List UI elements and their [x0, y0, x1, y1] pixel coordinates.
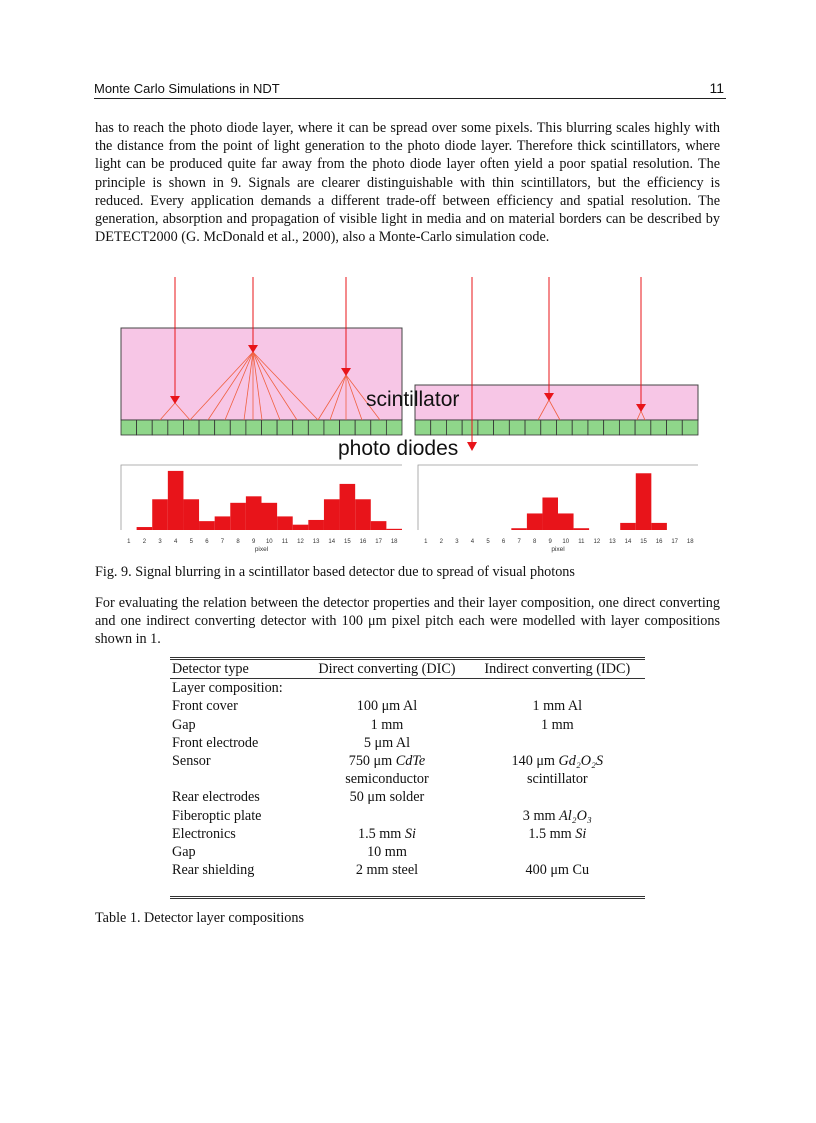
dic-cell	[304, 679, 469, 698]
x-tick-label: 9	[548, 539, 552, 545]
row-label	[170, 788, 304, 806]
histogram-bar	[152, 499, 168, 530]
dic-cell	[304, 697, 469, 715]
histogram-bar	[137, 527, 153, 530]
scintillator-label: scintillator	[366, 388, 460, 411]
x-tick-label: 1	[127, 539, 131, 545]
photo-diode-pixel	[355, 420, 371, 435]
x-tick-label: 6	[501, 539, 506, 545]
table-row	[170, 734, 645, 752]
x-tick-label: 5	[189, 539, 193, 545]
idc-cell	[470, 679, 645, 698]
idc-cell	[470, 770, 645, 788]
x-tick-label: 18	[686, 539, 694, 545]
running-header	[94, 80, 726, 99]
cell-text: 5 μm Al	[363, 734, 411, 751]
histogram-bar	[574, 528, 590, 530]
cell-text: Gap	[172, 843, 196, 860]
photo-diode-pixel	[588, 420, 604, 435]
x-tick-label: 5	[486, 539, 490, 545]
photo-diode-pixel	[541, 420, 557, 435]
x-tick-label: 7	[517, 539, 521, 545]
cell-text: Front cover	[172, 698, 238, 715]
cell-text: 1 mm	[370, 716, 404, 733]
table-row	[170, 679, 645, 698]
cell-text: Front electrode	[172, 734, 259, 751]
row-label	[170, 679, 304, 698]
cell-text: Gd₂O₂S	[558, 753, 604, 770]
photo-diode-pixel	[199, 420, 215, 435]
cell-text: CdTe	[395, 753, 426, 770]
x-tick-label: 12	[593, 539, 601, 545]
page-number: 11	[709, 80, 724, 96]
idc-cell	[470, 752, 645, 770]
idc-cell	[470, 697, 645, 715]
cell-text: Fiberoptic plate	[172, 807, 262, 824]
x-tick-label: 17	[375, 539, 382, 545]
x-tick-label: 11	[281, 539, 289, 545]
row-label	[170, 734, 304, 752]
photo-diode-pixel	[246, 420, 262, 435]
histogram-bar	[527, 513, 543, 530]
x-tick-label: 8	[532, 539, 537, 545]
x-tick-label: 13	[609, 539, 616, 545]
photo-diode-pixel	[121, 420, 137, 435]
x-tick-label: 3	[455, 539, 459, 545]
table-caption: Table 1. Detector layer compositions	[95, 910, 304, 926]
x-tick-label: 10	[265, 539, 273, 545]
photo-diode-pixel	[230, 420, 246, 435]
x-tick-label: 13	[312, 539, 320, 545]
cell-text: Rear shielding	[172, 862, 255, 879]
body-paragraph-1: has to reach the photo diode layer, where it can be spread over some pixels. This blurring scales highly with the distance from the point of light generation to the photo diode layer. Therefore thick scintillators, where light can be produced quite far away from the photo diode layer often yield a poor spatial resolution. The principle is shown in 9. Signals are clearer distinguishable with thin scintillators, but the efficiency is reduced. Every application demands a different trade-off between efficiency and spatial resolution. The generation, absorption and propagation of visible light in media and on material borders can be described by DETECT2000 (G. McDonald et al., 2000), also a Monte-Carlo simulation code.	[95, 120, 720, 246]
photo-diode-pixel	[137, 420, 153, 435]
cell-text: Layer composition:	[172, 680, 283, 697]
table-row	[170, 843, 645, 861]
cell-text: 1.5 mm	[528, 825, 576, 842]
cell-text: 100 μm Al	[356, 698, 418, 715]
histogram-bar	[230, 503, 246, 530]
cell-text: Rear electrodes	[172, 789, 260, 806]
x-tick-label: 3	[158, 539, 162, 545]
header-detector-type: Detector type	[172, 661, 249, 678]
histogram-bar	[620, 523, 636, 530]
dic-cell	[304, 716, 469, 734]
x-tick-label: 18	[390, 539, 398, 545]
row-label	[170, 825, 304, 843]
dic-cell	[304, 825, 469, 843]
cell-text: 10 mm	[367, 843, 407, 860]
photo-diode-pixel	[667, 420, 683, 435]
photodiodes-label: photo diodes	[338, 437, 459, 460]
cell-text: 1 mm Al	[532, 698, 583, 715]
table-bottom-rule	[170, 896, 645, 899]
figure-9	[90, 270, 710, 560]
dic-cell	[304, 752, 469, 770]
table-row	[170, 788, 645, 806]
photo-diode-pixel	[168, 420, 184, 435]
table-row	[170, 752, 645, 770]
x-tick-label: 10	[562, 539, 570, 545]
photo-diode-pixel	[386, 420, 402, 435]
photo-diode-pixel	[262, 420, 278, 435]
histogram-bar	[199, 521, 215, 530]
x-tick-label: 8	[236, 539, 240, 545]
photo-diode-pixel	[215, 420, 231, 435]
cell-text: 750 μm	[348, 753, 396, 770]
idc-cell	[470, 825, 645, 843]
idc-cell	[470, 788, 645, 806]
cell-text: Sensor	[172, 753, 211, 770]
photo-diode-pixel	[682, 420, 698, 435]
row-label	[170, 843, 304, 861]
photo-diode-pixel	[619, 420, 635, 435]
cell-text: semiconductor	[345, 771, 429, 788]
histogram-bar	[636, 473, 652, 530]
cell-text: Al₂O₃	[559, 807, 592, 824]
running-title: Monte Carlo Simulations in NDT	[94, 81, 280, 96]
table-header-row	[170, 659, 645, 679]
row-label	[170, 716, 304, 734]
photo-diode-pixel	[324, 420, 340, 435]
x-axis-label: pixel	[254, 546, 269, 553]
x-tick-label: 14	[328, 539, 336, 545]
histogram-bar	[293, 525, 309, 530]
idc-cell	[470, 843, 645, 861]
dic-cell	[304, 770, 469, 788]
x-tick-label: 11	[578, 539, 585, 545]
histogram-bar	[277, 516, 293, 530]
cell-text: 1.5 mm	[357, 825, 405, 842]
dic-cell	[304, 807, 469, 825]
photo-diode-pixel	[494, 420, 510, 435]
histogram-bar	[308, 520, 324, 530]
photo-diode-pixel	[635, 420, 651, 435]
x-tick-label: 1	[424, 539, 428, 545]
histogram-bar	[651, 523, 667, 530]
cell-text: Gap	[172, 716, 196, 733]
row-label	[170, 861, 304, 879]
header-idc: Indirect converting (IDC)	[484, 661, 631, 678]
figure-caption: Fig. 9. Signal blurring in a scintillator based detector due to spread of visual photons	[95, 564, 575, 580]
histogram-bar	[262, 503, 278, 530]
cell-text: Si	[575, 825, 587, 842]
x-tick-label: 2	[439, 539, 444, 545]
x-tick-label: 7	[220, 539, 225, 545]
idc-cell	[470, 734, 645, 752]
x-tick-label: 2	[142, 539, 147, 545]
cell-text: Electronics	[172, 825, 236, 842]
photo-diode-pixel	[462, 420, 478, 435]
x-tick-label: 4	[470, 539, 475, 545]
histogram-bar	[371, 521, 387, 530]
photo-diode-pixel	[557, 420, 573, 435]
dic-cell	[304, 734, 469, 752]
histogram-bar	[168, 471, 184, 530]
photo-diode-pixel	[277, 420, 293, 435]
photo-diode-pixel	[446, 420, 462, 435]
photo-diode-pixel	[604, 420, 620, 435]
histogram-bar	[386, 529, 402, 530]
table-row	[170, 770, 645, 788]
photo-diode-pixel	[371, 420, 387, 435]
histogram-bar	[355, 499, 371, 530]
histogram-bar	[542, 498, 558, 531]
x-axis-label: pixel	[551, 546, 565, 553]
cell-text: 1 mm	[540, 716, 574, 733]
header-dic: Direct converting (DIC)	[318, 661, 456, 678]
photo-diode-pixel	[340, 420, 356, 435]
row-label	[170, 770, 304, 788]
photo-diode-pixel	[415, 420, 431, 435]
photo-diode-pixel	[152, 420, 168, 435]
x-tick-label: 4	[173, 539, 178, 545]
x-tick-label: 12	[297, 539, 304, 545]
body-paragraph-2: For evaluating the relation between the detector properties and their layer composition, one direct converting and one indirect converting detector with 100 μm pixel pitch each were modelled with layer compositions shown in 1.	[95, 595, 720, 648]
table-row	[170, 807, 645, 825]
dic-cell	[304, 861, 469, 879]
photo-diode-pixel	[525, 420, 541, 435]
table-row	[170, 825, 645, 843]
x-tick-label: 17	[671, 539, 679, 545]
x-tick-label: 16	[359, 539, 367, 545]
histogram-bar	[215, 516, 231, 530]
row-label	[170, 697, 304, 715]
photo-diode-pixel	[308, 420, 324, 435]
photo-diode-pixel	[183, 420, 199, 435]
idc-cell	[470, 716, 645, 734]
detector-layer-table	[170, 657, 645, 897]
x-tick-label: 15	[344, 539, 351, 545]
photo-diode-pixel	[509, 420, 525, 435]
x-tick-label: 6	[205, 539, 209, 545]
cell-text: Si	[404, 825, 416, 842]
row-label	[170, 807, 304, 825]
x-tick-label: 15	[640, 539, 647, 545]
cell-text: 50 μm solder	[349, 789, 425, 806]
x-tick-label: 16	[655, 539, 663, 545]
histogram-bar	[340, 484, 356, 530]
photo-diode-pixel	[431, 420, 447, 435]
photo-diode-pixel	[572, 420, 588, 435]
table-row	[170, 697, 645, 715]
x-tick-label: 9	[252, 539, 256, 545]
cell-text: 3 mm	[522, 807, 560, 824]
histogram-bar	[183, 499, 199, 530]
histogram-bar	[511, 528, 527, 530]
photon-4-arrowhead	[467, 442, 477, 451]
dic-cell	[304, 843, 469, 861]
histogram-bar	[324, 499, 340, 530]
idc-cell	[470, 807, 645, 825]
dic-cell	[304, 788, 469, 806]
table-row	[170, 716, 645, 734]
photo-diode-pixel	[651, 420, 667, 435]
photo-diode-pixel	[478, 420, 494, 435]
photo-diode-pixel	[293, 420, 309, 435]
cell-text: 2 mm steel	[355, 862, 419, 879]
cell-text: 140 μm	[511, 753, 559, 770]
histogram-bar	[246, 496, 262, 530]
cell-text: 400 μm Cu	[525, 862, 590, 879]
x-tick-label: 14	[624, 539, 632, 545]
cell-text: scintillator	[526, 771, 588, 788]
table-row	[170, 861, 645, 879]
idc-cell	[470, 861, 645, 879]
row-label	[170, 752, 304, 770]
histogram-bar	[558, 513, 574, 530]
